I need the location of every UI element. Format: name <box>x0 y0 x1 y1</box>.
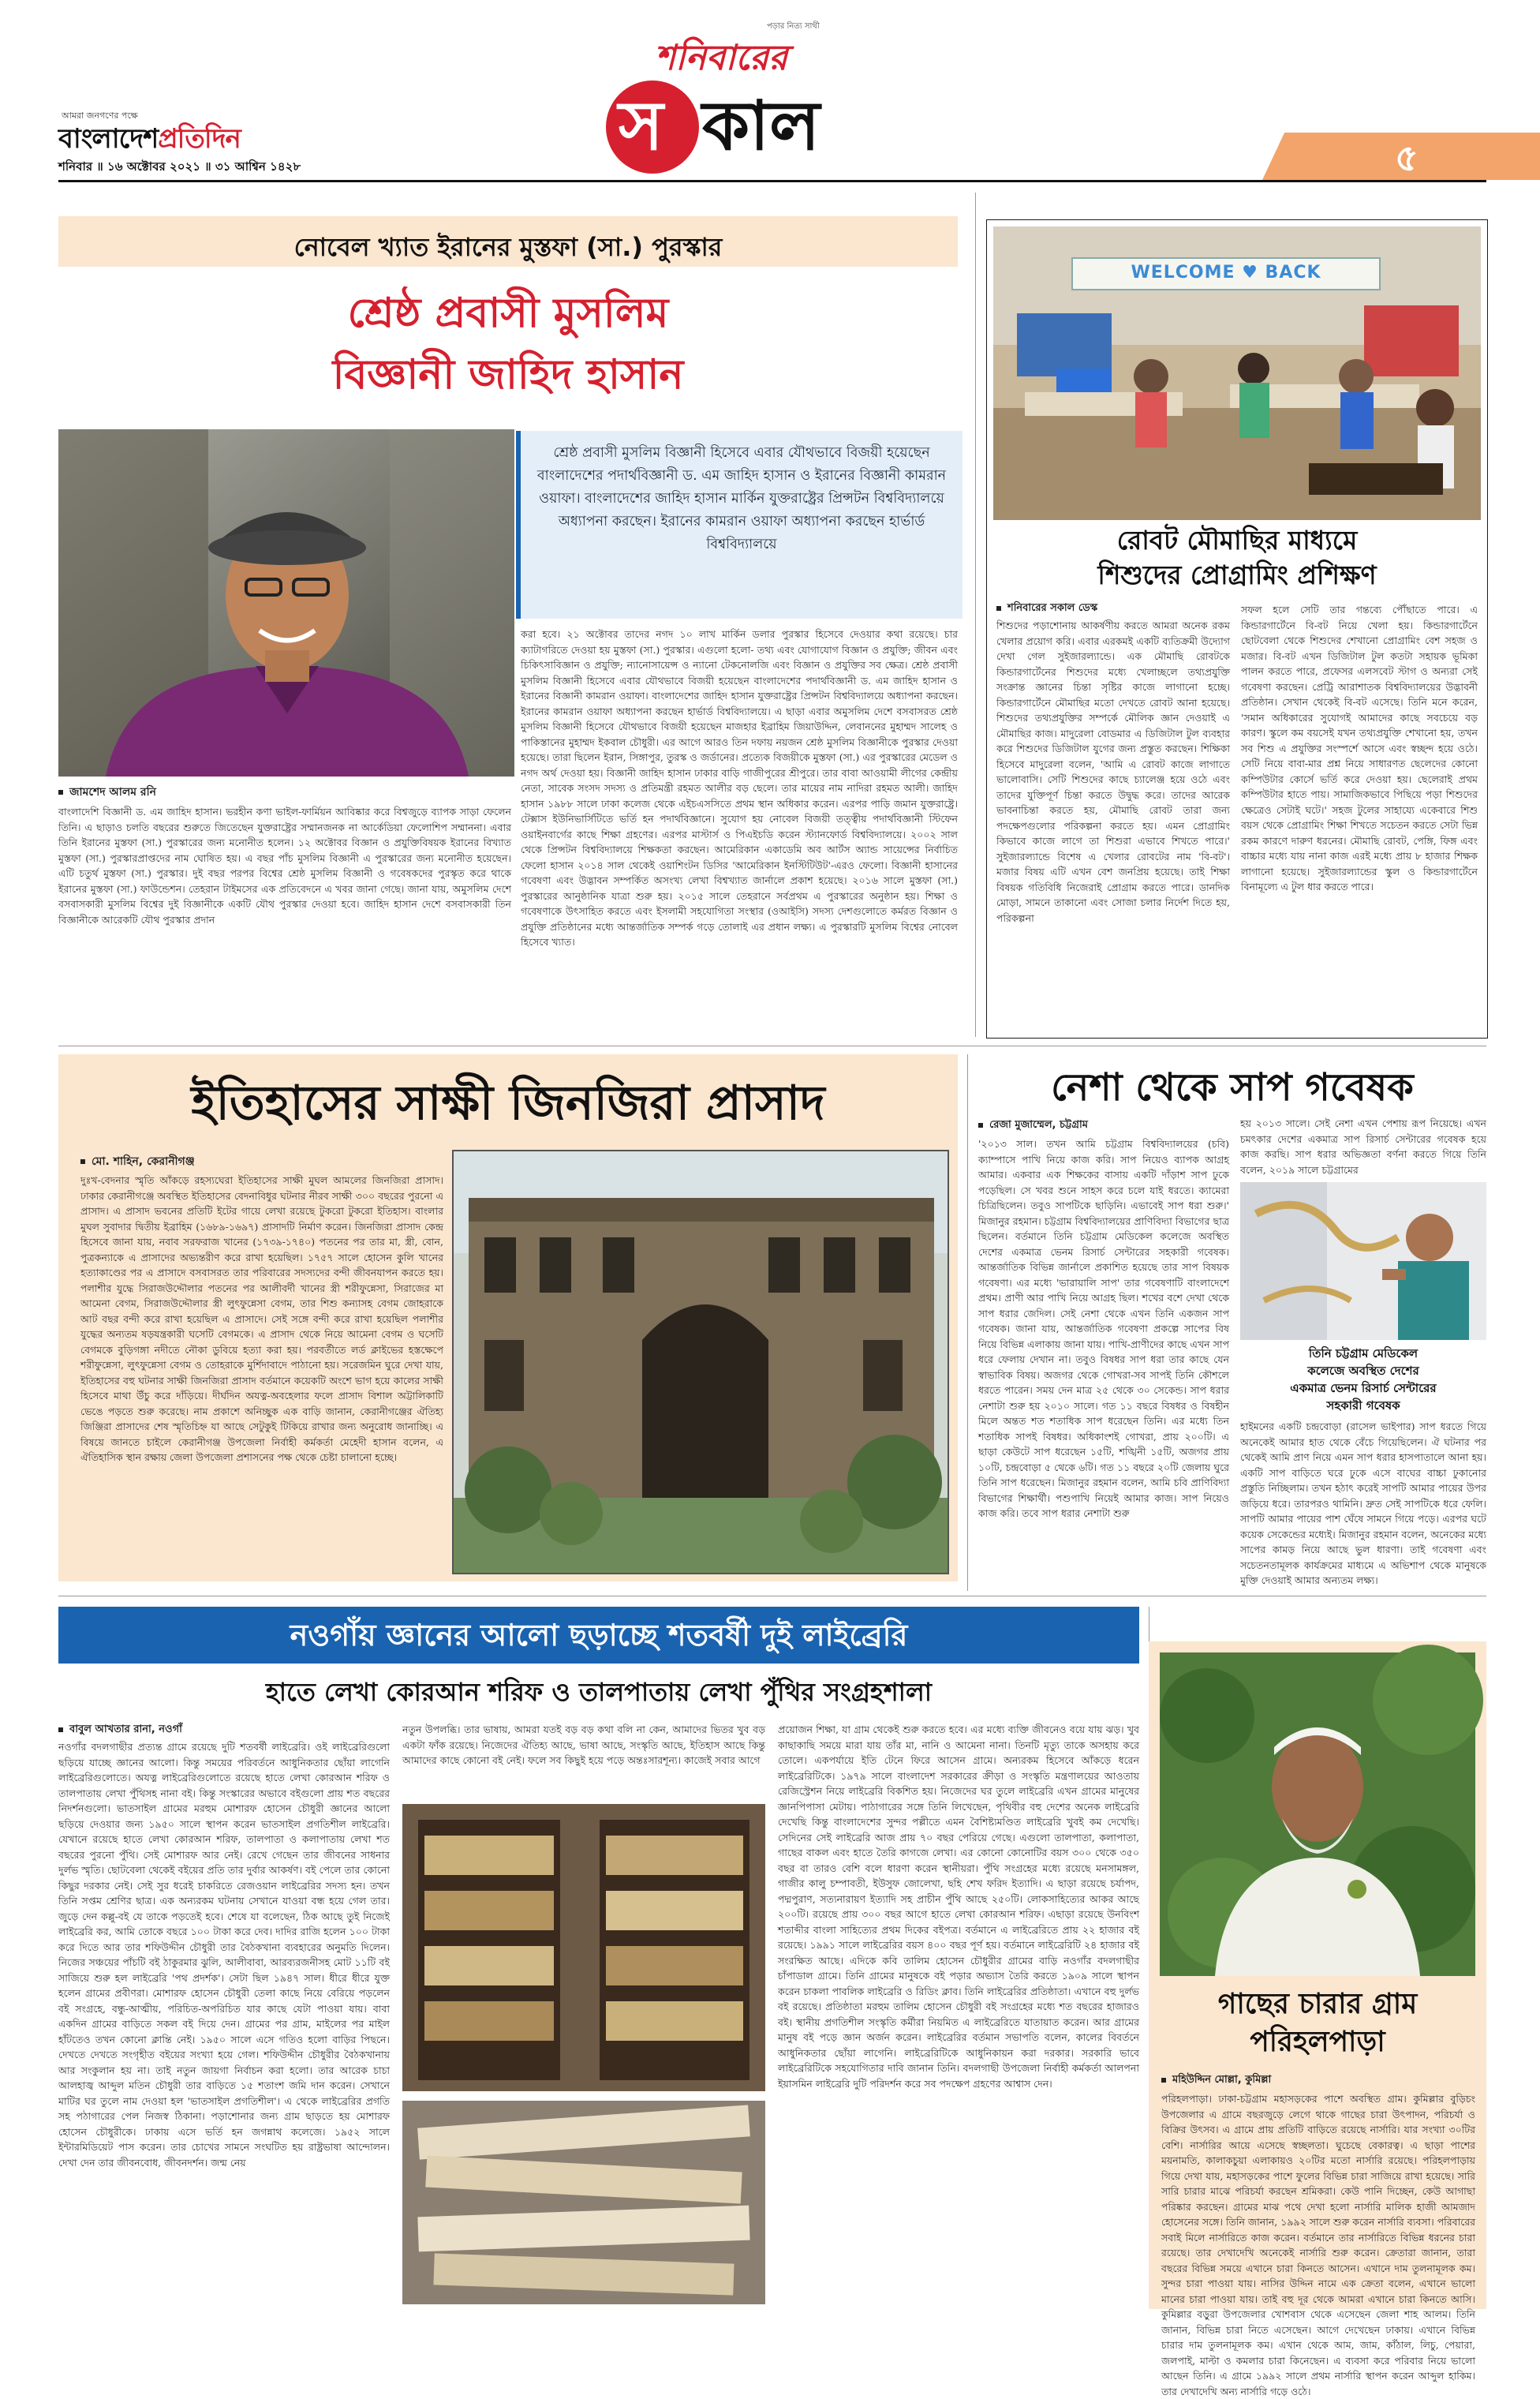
article1-byline: জামশেদ আলম রনি <box>58 783 156 802</box>
article4-headline: নেশা থেকে সাপ গবেষক <box>1051 1065 1414 1110</box>
portrait-photo-image <box>58 429 514 777</box>
masthead-tagline: আমরা জনগণের পক্ষে <box>62 110 138 121</box>
article2-headline-line-2: শিশুদের প্রোগ্রামিং প্রশিক্ষণ <box>1097 560 1377 590</box>
page-number: ৫ <box>1395 137 1419 179</box>
article5-col3: প্রয়োজন শিক্ষা, যা গ্রাম থেকেই শুরু করতে হবে। এর মধ্যে ব্যক্তি জীবনেও বয়ে যায় ঝড়। খুব কাছাকাছি সময়ে মারা যায় তাঁর মা, নানি ও আমেনা নানা। তিনটি মৃত্যু তাকে অসহায় করে তোলে। একপর্যায়ে ইতি টেনে ফিরে আসেন গ্রামে। অন্যরকম হিসেবে আঁকড়ে ধরেন লাইব্রেরিটিকে। ১৯৭৯ সালে বাংলাদেশ সরকারের ক্রীড়া ও সংস্কৃতি মন্ত্রণালয়ের আওতায় রেজিস্ট্রেশন নিয়ে লাইব্রেরি বিকশিত হয়। নিজেদের ঘর তুলে লাইব্রেরি এখন গ্রামের মানুষের জ্ঞানপিপাসা মেটায়। পাঠাগারের সঙ্গে তিনি লিখেছেন, পৃথিবীর বহু দেশের অনেক লাইব্রেরি দেখেছি কিন্তু বাংলাদেশের সুন্দর পল্লীতে এমন বৈশিষ্ট্যমণ্ডিত লাইব্রেরি খুবই কম দেখেছি। সেদিনের সেই লাইব্রেরি আজ প্রায় ৭০ বছর পেরিয়ে গেছে। এগুলো তালপাতা, কলাপাতা, গাছের বাকল এবং হাতে তৈরি কাগজে লেখা। এর কোনো কোনোটির বয়স ৩০০ থেকে ৩৫০ বছর বা তারও বেশি বলে ধারণা করেন স্থানীয়রা। পুঁথি সংগ্রহের মধ্যে রয়েছে মনসামঙ্গল, গাজীর কালু চম্পাবতী, ইউসুফ জোলেখা, ছহি শেখ ফরিদ ইত্যাদি। এ ছাড়া রয়েছে চর্যাপদ, পদ্মপুরাণ, সত্যনারায়ণ ইত্যাদি সহ প্রাচীন পুঁথি আছে ২৫০টি। লোকসাহিত্যের আকর আছে ২০০টি। রয়েছে প্রায় ৩০০ বছর আগে হাতে লেখা কোরআন শরিফ। এছাড়া রয়েছে উনবিংশ শতাব্দীর বাংলা সাহিত্যের প্রথম দিকের বইপত্র। বর্তমানে এ লাইব্রেরিতে প্রায় ২২ হাজার বই রয়েছে। ১৯৯১ সালে লাইব্রেরির বয়স ৪০০ বছর পূর্ণ হয়। বর্তমানে লাইব্রেরিটি ২৪ হাজার বই সংরক্ষিত আছে। এদিকে কবি তালিম হোসেন চৌধুরীর গ্রামের বাড়ি নওগাঁর বদলগাছীর চাঁপাডাল গ্রামে। তিনি গ্রামের মানুষকে বই পড়ার অভ্যাস তৈরি করতে ১৯০৯ সালে স্থাপন করেন চাকলা পাবলিক লাইব্রেরি ও রিডিং ক্লাব। তিনি লাইব্রেরির প্রতিষ্ঠাতা। এখানে বহু দুর্লভ বই রয়েছে। প্রতিষ্ঠাতা মরহুম তালিম হোসেন চৌধুরী বই সংগ্রহের মধ্যে শত বছরের হাজারও বই। স্থানীয় প্রগতিশীল সংস্কৃতি কর্মীরা নিয়মিত এ লাইব্রেরিতে যাতায়াত করেন। আর গ্রামের মানুষ বই পড়ে জ্ঞান অর্জন করেন। লাইব্রেরির বর্তমান সভাপতি বলেন, কালের বিবর্তনে আধুনিকতার ছোঁয়া লাগেনি। লাইব্রেরিটিকে আধুনিকায়ন করা দরকার। সরকারি ভাবে লাইব্রেরিটিকে সহযোগিতার দাবি জানান তিনি। বদলগাছী উপজেলা নির্বাহী কর্মকর্তা আলপনা ইয়াসমিন লাইব্রেরি দুটি পরিদর্শন করে সব পদক্ষেপ গ্রহণের আশ্বাস দেন। <box>778 1723 1139 2090</box>
article3-body: দুঃখ-বেদনার স্মৃতি আঁকড়ে রহস্যঘেরা ইতিহাসের সাক্ষী মুঘল আমলের জিনজিরা প্রাসাদ। ঢাকার কেরানীগঞ্জে অবস্থিত ইতিহাসের বেদনাবিধুর ঘটনার নীরব সাক্ষী ৩০০ বছরের পুরনো এ প্রাসাদ। এ প্রাসাদ ভবনের প্রতিটি ইটের গায়ে লেখা রয়েছে টুকরো টুকরো ইতিহাস। বাংলার মুঘল সুবাদার দ্বিতীয় ইব্রাহিম (১৬৮৯-১৬৯৭) প্রাসাদটি নির্মাণ করেন। জিনজিরা প্রাসাদ কেন্দ্র হিসেবে জানা যায়, নবাব সরফরাজ খানের (১৭৩৯-১৭৪০) পতনের পর তার মা, স্ত্রী, বোন, পুত্রকন্যাকে এ প্রাসাদের অভ্যন্তরীণ করে রাখা হয়েছিল। ১৭৫৭ সালে হোসেন কুলি খানের হত্যাকাণ্ডের পর এ প্রাসাদে বসবাসরত তার পরিবারের সদস্যদের বন্দী জীবনযাপন করতে হয়। পলাশীর যুদ্ধে সিরাজউদ্দৌলার পতনের পর আলীবর্দী খানের স্ত্রী শরীফুন্নেসা, সিরাজের মা আমেনা বেগম, সিরাজউদ্দৌলার স্ত্রী লুৎফুন্নেসা বেগম, তার শিশু কন্যাসহ বেগম জোহরাকে আট বছর বন্দী করে রাখা হয়েছিল এ প্রাসাদে। সেই সঙ্গে বন্দী করে রাখা হয়েছিল পলাশীর যুদ্ধের অন্যতম ষড়যন্ত্রকারী ঘসেটি বেগমকে। এ প্রাসাদ থেকে নিয়ে আমেনা বেগম ও ঘসেটি বেগমকে বুড়িগঙ্গা নদীতে নৌকা ডুবিয়ে হত্যা করা হয়। পরবর্তীতে লর্ড ক্লাইভের হস্তক্ষেপে শরীফুন্নেসা, লুৎফুন্নেসা বেগম ও তোহরাকে মুর্শিদাবাদে পাঠানো হয়। সরেজমিন ঘুরে দেখা যায়, ইতিহাসের বহু ঘটনার সাক্ষী জিনজিরা প্রাসাদ বর্তমানে কয়েকটি অংশে ভাগ হয়ে কালের সাক্ষী হিসেবে মাথা উঁচু করে দাঁড়িয়ে। দীর্ঘদিন অযত্ন-অবহেলার ফলে প্রাসাদ বিশাল অট্টালিকাটি ভেঙে পড়তে শুরু করেছে। নাম প্রকাশে অনিচ্ছুক এক বাড়ি জানান, কেরানীগঞ্জের ঐতিহ্য জিঞ্জিরা প্রাসাদের শেষ স্মৃতিচিহ্ন যা আছে সেটুকুই টিকিয়ে রাখার জন্য অনুরোধ জানাচ্ছি। এ বিষয়ে জানতে চাইলে কেরানীগঞ্জ উপজেলা নির্বাহী কর্মকর্তা মেহেদী হাসান বলেন, এ ঐতিহাসিক স্থান রক্ষায় জেলা উপজেলা প্রশাসনের পক্ষ থেকে চেষ্টা চালানো হচ্ছে। <box>80 1174 443 1463</box>
snake-photo-caption <box>1240 1345 1486 1414</box>
article1-body-left: বাংলাদেশি বিজ্ঞানী ড. এম জাহিদ হাসান। ভরহীন কণা ভাইল-ফার্মিয়ন আবিষ্কার করে বিশ্বজুড়ে ব্যাপক সাড়া ফেলেন তিনি। এ ছাড়াও চলতি বছরের শুরুতে জিতেছেন যুক্তরাষ্ট্রের সম্মানজনক না আর্কেডিয়া ফেলোশিপ সম্মাননা। এবার তিনি ইরানের মুস্তফা (সা.) পুরস্কারের জন্য মনোনীত হলেন। ১২ অক্টোবর বিজ্ঞান ও প্রযুক্তিবিষয়ক ইরানের বিখ্যাত মুস্তফা (সা.) পুরস্কারপ্রাপ্তদের নাম ঘোষিত হয়। এ বছর পাঁচ মুসলিম বিজ্ঞানী এ পুরস্কারের জন্য মনোনীত হয়েছেন। এটি চতুর্থ মুস্তফা (সা.) পুরস্কার। দুই বছর পরপর বিশ্বের শ্রেষ্ঠ মুসলিম বিজ্ঞানী ও গবেষকদের পুরস্কৃত করে থাকে ইরানের মুস্তফা (সা.) ফাউন্ডেশন। তেহরান টাইমসের এক প্রতিবেদনে এ খবর জানা গেছে। জানা যায়, অমুসলিম দেশে বসবাসকারী মুসলিম বিশ্বের দুই বিজ্ঞানীকে একটি যৌথ পুরস্কার দেওয়া হবে। জাহিদ হাসান দেশে বসবাসকারী তিন বিজ্ঞানীকে আরেকটি যৌথ পুরস্কার প্রদান <box>58 806 512 926</box>
welcome-back-banner: WELCOME ♥ BACK <box>1131 263 1321 283</box>
snake-researcher-photo <box>1240 1182 1486 1340</box>
article4-col2-bottom: হাইমনের একটি চন্দ্রবোড়া (রাসেল ভাইপার) সাপ ধরতে গিয়ে অনেকেই আমার হাত থেকে বেঁচে গিয়েছিলেন। ঐ ঘটনার পর থেকেই আমি প্রাণ নিয়ে এমন সাপ ধরার হাসপাতালে আনা হয়। একটি সাপ বাড়িতে ঘরে ঢুকে এসে বাঘের বাচ্চা ঢুকানোর প্রস্তুতি নিচ্ছিলাম। তখন হঠাৎ করেই সাপটি আমার পায়ের উপর জড়িয়ে ধরে। তারপরও থামিনি। দ্রুত সেই সাপটিকে ধরে ফেলি। সাপটি আমার পায়ের পাশ ঘেঁষে সামনে গিয়ে পড়ে। এরপর ঘটে কয়েক সেকেন্ডের মধ্যেই। মিজানুর রহমান বলেন, অনেকের মধ্যে সাপের কামড় নিয়ে আছে ভুল ধারণা। তাই গবেষণা এবং সচেতনতামূলক কার্যক্রমের মাধ্যমে এ অভিশাপ থেকে মানুষকে মুক্তি দেওয়াই আমার অন্যতম লক্ষ্য। <box>1240 1420 1486 1586</box>
supplement-main-black: কাল <box>702 87 820 166</box>
article-naogaon-libraries <box>58 1607 1139 2309</box>
article5-col2-top: নতুন উপলব্ধি। তার ভাষায়, আমরা যতই বড় বড় কথা বলি না কেন, আমাদের ভিতর খুব বড় একটা ফাঁক রয়েছে। নিজেদের ঐতিহ্য আছে, ভাষা আছে, সংস্কৃতি আছে, ইতিহাস আছে কিন্তু আমাদের কাছে কোনো বই নেই। ফলে সব কিছুই হয়ে পড়ে অন্তঃসারশূন্য। কাজেই সবার আগে <box>402 1723 765 1766</box>
supplement-logo <box>600 5 860 180</box>
caption-line-3: একমাত্র ভেনম রিসার্চ সেন্টারের <box>1290 1381 1437 1395</box>
sapling-farmer-photo <box>1160 1652 1475 1976</box>
headline-line-1: শ্রেষ্ঠ প্রবাসী মুসলিম <box>347 290 669 337</box>
article6-headline-line-2: পরিহলপাড়া <box>1250 2026 1385 2058</box>
article-snake-researcher <box>978 1054 1486 1591</box>
paper-logo <box>58 118 241 163</box>
article-jinjira-palace <box>58 1054 958 1581</box>
article6-body: পরিহলপাড়া। ঢাকা-চট্টগ্রাম মহাসড়কের পাশে অবস্থিত গ্রাম। কুমিল্লার বুড়িচং উপজেলার এ গ্রামে বছরজুড়ে লেগে থাকে গাছের চারা উৎপাদন, পরিচর্যা ও বিক্রির উৎসব। এ গ্রামে প্রায় প্রতিটি বাড়িতে রয়েছে নার্সারি। যার সংখ্যা ৩০টির বেশি। নার্সারির আয়ে এসেছে স্বচ্ছলতা। ঘুচেছে বেকারত্ব। এ ছাড়া পাশের ময়নামতি, কালাকচুয়া এলাকায়ও ২০টির মতো নার্সারি রয়েছে। পরিহলপাড়ায় গিয়ে দেখা যায়, মহাসড়কের পাশে ফুলের বিভিন্ন চারা সাজিয়ে রাখা হয়েছে। সারি সারি চারার মাঝে পরিচর্যা করছেন শ্রমিকরা। কেউ পানি দিচ্ছেন, কেউ আগাছা পরিষ্কার করছেন। গ্রামের মাঝ পথে দেখা হলো নার্সারি মালিক হাজী আমজাদ হোসেনের সঙ্গে। তিনি জানান, ১৯৯২ সালে শুরু করেন নার্সারি ব্যবসা। পরিবারের সবাই মিলে নার্সারিতে কাজ করেন। বর্তমানে তার নার্সারিতে বিভিন্ন ধরনের চারা রয়েছে। তার দেখাদেখি অনেকেই নার্সারি শুরু করেন। ক্রেতারা জানান, তারা বছরের বিভিন্ন সময়ে এখানে চারা কিনতে আসেন। এখানে দাম তুলনামূলক কম। সুন্দর চারা পাওয়া যায়। নাসির উদ্দিন নামে এক ক্রেতা বলেন, এখানে ভালো মানের চারা পাওয়া যায়। তাই বহু দূর থেকে আমরা এখানে চারা কিনতে আসি। কুমিল্লার বড়ুরা উপজেলার খোশবাস থেকে এসেছেন জেলা শাহ আলম। তিনি জানান, বিভিন্ন চারা নিতে এসেছেন। আগে দেখেছেন ঢাকায়। এখানে বিভিন্ন চারার দাম তুলনামূলক কম। এখান থেকে আম, জাম, কাঁঠাল, লিচু, পেয়ারা, জলপাই, মাল্টা ও কমলার চারা কিনেছেন। এ ব্যবসা করে পরিবার নিয়ে ভালো আছেন তিনি। এ গ্রামে ১৯৯২ সালে প্রথম নার্সারি স্থাপন করেন আব্দুল হাকিম। তার দেখাদেখি অন্য নার্সারি গড়ে ওঠে। <box>1161 2093 1475 2397</box>
paper-logo-red: প্রতিদিন <box>158 123 241 155</box>
date-line: শনিবার ॥ ১৬ অক্টোবর ২০২১ ॥ ৩১ আশ্বিন ১৪২৮ <box>58 159 301 174</box>
article2-col2: সফল হলে সেটি তার গন্তব্যে পৌঁছাতে পারে। এ কিন্ডারগার্টেনে বি-বট নিয়ে খেলা হয়। কিন্ডারগার্টেনে ছোটবেলা থেকে শিশুদের শেখানো প্রোগ্রামিং বেশ সহজ ও মজার। বি-বট এখন ডিজিটাল টুল কতটা সহায়ক ভূমিকা পালন করতে পারে, প্রফেসর এলসবেট স্টাগ ও অন্যরা সেই গবেষণা করছেন। প্রেট্রি আরাশাতক বিশ্ববিদ্যালয়ের উদ্ভাবনী প্রতিষ্ঠান। সেখান থেকেই বি-বট এসেছে। তিনি মনে করেন, 'সমান অধিকারের সুযোগই আমাদের কাছে সবচেয়ে বড় কারণ। স্কুলে কম বয়সেই যখন তথ্যপ্রযুক্তি শেখানো হয়, তখন সব শিশু এ প্রযুক্তির সংস্পর্শে আসে এবং স্বচ্ছন্দ হয়ে ওঠে। সেটি নিয়ে বাবা-মার প্রশ্ন নিয়ে সাধারণত ছেলেদের কোনো কম্পিউটার কোর্সে ভর্তি করে দেওয়া হয়। ছেলেরাই প্রথম কম্পিউটার হাতে পায়। সামাজিকভাবে পিছিয়ে পড়া শিশুদের ক্ষেত্রেও সেটাই ঘটে।' সহজ টুলের সাহায্যে একেবারে শিশু বয়স থেকে প্রোগ্রামিং শিক্ষা শিখতে সচেতন করতে সেটা ভিন্ন রকম কারণে দারুণ ধরনের। মৌমাছি রোবট, পেঙ্গি, ফিঙ্গ এবং বাচ্চার মধ্যে যায় নানা কাজ এরই মধ্যে প্রায় ৮ হাজার শিক্ষক লাগানো হয়েছে। সুইজারল্যান্ডের স্কুল ও কিন্ডারগার্টেনে বিনামূল্যে এ টুল ধার করতে পারে। <box>1241 604 1478 893</box>
article-sapling-village <box>1149 1641 1486 2397</box>
article2-col1: শিশুদের পড়াশোনায় আকর্ষণীয় করতে আমরা অনেক রকম খেলার প্রয়োগ করি। এবার এরকমই একটি ব্যতিক্রমী উদ্যোগ দেখা গেল সুইজারল্যান্ডে। এক মৌমাছি রোবটকে কিন্ডারগার্টেনের শিশুদের মধ্যে খেলাচ্ছলে তথ্যপ্রযুক্তি সংক্রান্ত জ্ঞানের চিন্তা সৃষ্টির কাজে লাগানো হচ্ছে। কিন্ডারগার্টেনে মৌমাছির মতো দেখতে রোবট আনা হয়েছে। শিশুদের তথ্যপ্রযুক্তির সম্পর্কে মৌলিক জ্ঞান দেওয়াই এ মৌমাছির কাজ। মাদুরেলা বোডমার এ ডিজিটাল টুল ব্যবহার করে শিশুদের ডিজিটাল যুগের জন্য প্রস্তুত করছেন। শিক্ষিকা হিসেবে মাদুরেলা বলেন, 'আমি এ রোবট কাজে লাগাতে ভালোবাসি। সেটি শিশুদের কাছে চ্যালেঞ্জ হয়ে ওঠে এবং তাদের যুক্তিপূর্ণ চিন্তা করতে উদ্বুদ্ধ করে। তাদের আরেক ভাবনাচিন্তা করতে হয়, মৌমাছি রোবট তারা জন্য পদক্ষেপগুলোর পরিকল্পনা করতে হয়। এমন প্রোগ্রামিং কিভাবে কাজে লাগে তা শিশুরা এভাবে শিখতে পারে।' সুইজারল্যান্ডে বিশেষ এ খেলার রোবটের নাম 'বি-বট'। মজার বিষয় এটি এখন বেশ জনপ্রিয় হয়েছে। তাই শিক্ষা বিষয়ক গতিবিধি নিজেরাই প্রোগ্রাম করতে পারে। ডানদিক মোড়া, সামনে তাকানো এবং সোজা চলার নির্দেশ দিতে হয়, পরিকল্পনা <box>996 619 1230 924</box>
supplement-top-word: শনিবারের <box>655 38 788 78</box>
masthead <box>0 0 1538 180</box>
caption-line-2: কলেজে অবস্থিত দেশের <box>1307 1364 1419 1378</box>
headline-line-2: বিজ্ঞানী জাহিদ হাসান <box>332 351 684 399</box>
palace-photo <box>453 1151 948 1574</box>
divider-bottom-vertical <box>967 1054 968 1591</box>
article5-subheadline: হাতে লেখা কোরআন শরিফ ও তালপাতায় লেখা পুঁথির সংগ্রহশালা <box>265 1677 933 1707</box>
article1-body-right: করা হবে। ২১ অক্টোবর তাদের নগদ ১০ লাখ মার্কিন ডলার পুরস্কার হিসেবে দেওয়ার কথা রয়েছে। চার ক্যাটাগরিতে দেওয়া হয় মুস্তফা (সা.) পুরস্কার। এগুলো হলো- তথ্য এবং যোগাযোগ বিজ্ঞান ও প্রযুক্তি; জীবন এবং চিকিৎসাবিজ্ঞান ও প্রযুক্তি; ন্যানোসায়েন্স ও ন্যানো টেকনোলজি এবং বিজ্ঞান ও প্রযুক্তির সব ক্ষেত্র। শ্রেষ্ঠ প্রবাসী মুসলিম বিজ্ঞানী হিসেবে এবার যৌথভাবে বিজয়ী হয়েছেন বাংলাদেশের পদার্থবিজ্ঞানী ড. এম জাহিদ হাসান ও ইরানের বিজ্ঞানী কামরান ওয়াফা। বাংলাদেশের জাহিদ হাসান যুক্তরাষ্ট্রের প্রিন্সটন বিশ্ববিদ্যালয়ে অধ্যাপনা করছেন। ইরানের কামরান ওয়াফা অধ্যাপনা করছেন হার্ভার্ড বিশ্ববিদ্যালয়ে। এ ছাড়া এবার অমুসলিম দেশে বসবাসরত শ্রেষ্ঠ মুসলিম বিজ্ঞানী হিসেবে যৌথভাবে বিজয়ী হয়েছেন মাজহার ইব্রাহিম জিয়াউদ্দিন, লেবাননের মুহাম্মদ সালেহ ও পাকিস্তানের মুহাম্মদ ইকবাল চৌধুরী। এর আগে আরও তিন দফায় নয়জন শ্রেষ্ঠ মুসলিম বিজ্ঞানীকে পুরস্কার দেওয়া হয়েছে। তারা ছিলেন ইরান, সিঙ্গাপুর, তুরস্ক ও জর্ডানের। প্রত্যেক বিজয়ীকে মুস্তফা (সা.) এর পুরস্কারের মেডেল ও নগদ অর্থ দেওয়া হয়। বিজ্ঞানী জাহিদ হাসান ঢাকার বাড়ি গাজীপুরের শ্রীপুরে। তার বাবা আওয়ামী লীগের কেন্দ্রীয় নেতা, সাবেক সংসদ সদস্য ও প্রতিমন্ত্রী রহমত আলীর বড় ছেলে। তার মায়ের নাম নাদিরা রহমত আলী। জাহিদ হাসান ১৯৮৮ সালে ঢাকা কলেজ থেকে এইচএসসিতে প্রথম স্থান অধিকার করেন। এরপর পাড়ি জমান যুক্তরাষ্ট্রে। টেক্সাস ইউনিভার্সিটিতে ভর্তি হন পদার্থবিজ্ঞানে। সুযোগ হয় নোবেল বিজয়ী তত্ত্বীয় পদার্থবিজ্ঞানী স্টিফেন ওয়াইনবার্গের কাছে শিক্ষা গ্রহণের। এরপর মাস্টার্স ও পিএইচডি করেন স্ট্যানফোর্ড বিশ্ববিদ্যালয়ে। ২০০২ সাল থেকে প্রিন্সটন বিশ্ববিদ্যালয়ে শিক্ষকতা করছেন। আমেরিকান একাডেমি অব আর্টস অ্যান্ড সায়েন্সের নির্বাচিত ফেলো হাসান ২০১৪ সাল থেকেই ওয়াশিংটন ডিসির 'আমেরিকান ইনস্টিটিউট'-এরও ফেলো। বিজ্ঞানী হাসানের গবেষণা এবং উদ্ভাবন সম্পর্কিত অসংখ্য লেখা বিশ্বখ্যাত জার্নালে প্রকাশ হয়েছে। ২০১৬ সালে মুস্তফা (সা.) পুরস্কারের আনুষ্ঠানিক যাত্রা শুরু হয়। ২০১৫ সালে তেহরানে সর্বপ্রথম এ পুরস্কারের অনুষ্ঠান হয়। শিক্ষা ও গবেষণাকে উৎসাহিত করতে এবং ইসলামী সহযোগিতা সংস্থার (ওআইসি) সদস্য দেশগুলোতে কর্মরত বিজ্ঞান ও প্রযুক্তি প্রতিষ্ঠানের মধ্যে আন্তর্জাতিক সম্পর্ক গড়ে তোলাই এর প্রধান লক্ষ্য। এ পুরস্কারটি মুসলিম বিশ্বের নোবেল হিসেবে খ্যাত। <box>521 628 958 948</box>
article4-col1: '২০১৩ সাল। তখন আমি চট্টগ্রাম বিশ্ববিদ্যালয়ের (চবি) ক্যাম্পাসে পাখি নিয়ে কাজ করি। সাপ নিয়েও ব্যাপক আগ্রহ আমার। একবার এক শিক্ষকের বাসায় একটি দাঁড়াশ সাপ ঢুকে পড়েছিল। সে খবর শুনে সাহস করে চলে যাই ধরতে। ক্যামেরা চিত্রিছিলেন। তবুও সাপটিকে ছাড়িনি। এভাবেই সাপ ধরা শুরু।' মিজানুর রহমান। চট্টগ্রাম বিশ্ববিদ্যালয়ের প্রাণিবিদ্যা বিভাগের ছাত্র ছিলেন। বর্তমানে তিনি চট্টগ্রাম মেডিকেল কলেজে অবস্থিত দেশের একমাত্র ভেনম রিসার্চ সেন্টারের সহকারী গবেষক। আন্তর্জাতিক বিভিন্ন জার্নালে প্রকাশিত হয়েছে তার সাপ বিষয়ক গবেষণা। এর মধ্যে 'ভারায়ালি সাপ' তার গবেষণাটি বাংলাদেশে প্রথম। প্রাণী আর পাখি নিয়ে আগ্রহ ছিল। শখের বশে দেখা থেকে সাপ ধরার জেদিল। সেই নেশা থেকে এখন তিনি একজন সাপ গবেষক। জানা যায়, আন্তর্জাতিক গবেষণা প্রকল্পে সাপের বিষ নিয়ে বিভিন্ন এলাকায় জানা যায়। পাখি-প্রাণীদের কাছে এখন সাপ ধরে ফেলায় দেখান না। তবুও বিষধর সাপ ধরা তার কাছে যেন স্বাভাবিক বিষয়। অজগর থেকে গোখরা-সব সাপই তিনি কৌশলে ধরতে পারেন। সময় দেন মাত্র ২৫ থেকে ৩০ সেকেন্ড। সাপ ধরার নেশাটা শুরু হয় ২০১০ সালে। গত ১১ বছরে বিষধর ও বিষহীন মিলে অন্তত শত শতাধিক সাপ ধরেছেন তিনি। এর মধ্যে তিন শতাধিক সাপই বিষধর। অধিকাংশই গোখরা, প্রায় ২০০টি। এ ছাড়া কেউটে সাপ ধরেছেন ১৫টি, শঙ্খিনী ১৫টি, অজগর প্রায় ১০টি, চন্দ্রবোড়া ৫ থেকে ৬টি। গত ১১ বছরে ২০টি জেলায় ঘুরে তিনি সাপ ধরেছেন। মিজানুর রহমান বলেন, আমি চবি প্রাণিবিদ্যা বিভাগের শিক্ষার্থী। পশুপাখি নিয়েই আমার কাজ। সাপ নিয়েও কাজ করি। তবে সাপ ধরার নেশাটা শুরু <box>978 1138 1229 1519</box>
article6-headline-line-1: গাছের চারার গ্রাম <box>1217 1988 1418 2020</box>
supplement-tagline: পড়ার নিত্য সাথী <box>767 22 820 31</box>
article5-byline: বাবুল আখতার রানা, নওগাঁ <box>58 1722 182 1738</box>
library-shelves-photo-image <box>402 1804 765 2091</box>
intro-text: শ্রেষ্ঠ প্রবাসী মুসলিম বিজ্ঞানী হিসেবে এবার যৌথভাবে বিজয়ী হয়েছেন বাংলাদেশের পদার্থবিজ্ঞানী ড. এম জাহিদ হাসান ও ইরানের বিজ্ঞানী কামরান ওয়াফা। বাংলাদেশের জাহিদ হাসান মার্কিন যুক্তরাষ্ট্রের প্রিন্সটন বিশ্ববিদ্যালয়ে অধ্যাপনা করছেন। ইরানের কামরান ওয়াফা অধ্যাপনা করছেন হার্ভার্ড বিশ্ববিদ্যালয়ে <box>536 445 947 552</box>
article-zahid-hasan <box>58 193 958 1037</box>
article3-headline: ইতিহাসের সাক্ষী জিনজিরা প্রাসাদ <box>191 1076 825 1131</box>
article2-byline: শনিবারের সকাল ডেস্ক <box>996 601 1097 617</box>
article-robot-bee <box>986 219 1488 1039</box>
masthead-rule <box>58 180 1486 182</box>
kicker-text: নোবেল খ্যাত ইরানের মুস্তফা (সা.) পুরস্কার <box>293 232 723 262</box>
caption-line-1: তিনি চট্টগ্রাম মেডিকেল <box>1308 1346 1419 1360</box>
sapling-farmer-photo-image <box>1160 1652 1475 1976</box>
caption-line-4: সহকারী গবেষক <box>1326 1398 1400 1413</box>
article5-col1: নওগাঁর বদলগাছীর প্রত্যন্ত গ্রামে রয়েছে দুটি শতবর্ষী লাইব্রেরি। ওই লাইব্রেরিগুলো ছড়িয়ে যাচ্ছে জ্ঞানের আলো। কিন্তু সময়ের পরিবর্তনে আধুনিকতার ছোঁয়া লাগেনি লাইব্রেরিগুলোতে। অযত্ন লাইব্রেরিগুলোতে রয়েছে হাতে লেখা কোরআন শরিফ ও তালপাতায় লেখা পুঁথিসহ নানা বই। কিন্তু সংস্কারের অভাবে বইগুলো প্রায় শত বছরের নিদর্শনগুলো। ভাতসাইল গ্রামের মরহুম মোশারফ হোসেন চৌধুরী জ্ঞানের আলো ছড়িয়ে দেওয়ার জন্য ১৯৫০ সালে স্থাপন করেন ভাতসাইল প্রগতিশীল লাইব্রেরি। যেখানে রয়েছে হাতে লেখা কোরআন শরিফ, তালপাতা ও কলাপাতায় লেখা শত বছরের পুরনো পুঁথি। সেই মোশারফ আর নেই। রেখে গেছেন তার জীবনের সাধনার দুর্লভ স্মৃতি। ছোটবেলা থেকেই বইয়ের প্রতি তার দুর্বার আকর্ষণ। বই পেলে তার কোনো কিছুর দরকার নেই। সেই সুর ধরেই চাকরিতে রেজওয়ান লাইব্রেরির সদস্য হন। তখন তিনি সপ্তম শ্রেণির ছাত্র। এক অন্যরকম ঘটনায় সেখানে যাওয়া বন্ধ হয়ে গেল তার। জুড়ে দেন কল্লু-বই যে তাকে পড়তেই হবে। শেষে যা বলেছেন, ঠিক আছে তুই নিজেই লাইব্রেরি কর, আমি তোকে বছরে ১০০ টাকা করে দেব। দাদির রাজি হলেন ১০০ টাকা করে দিতে আর তার শফিউদ্দীন চৌধুরী তার বৈঠকখানা ব্যবহারের অনুমতি দিলেন। নিজের সঞ্চয়ের পাঁচটি বই ঠাকুরমার ঝুলি, আলীবাবা, আরব্যরজনীসহ মোট ১১টি বই সাজিয়ে শুরু হল লাইব্রেরি 'পথ প্রদর্শক'। সেটা ছিল ১৯৪৭ সাল। ধীরে ধীরে যুক্ত হলেন গ্রামের প্রবীণরা। মোশারফ হোসেন চৌধুরী তেলা কাছে নিয়ে বেরিয়ে পড়লেন বই সংগ্রহে, বন্ধু-আত্মীয়, পরিচিত-অপরিচিত যার কাছে যেটা পাওয়া যায়। বাবা একদিন গ্রামের বাড়িতে সকল বই দিয়ে দেন। গ্রামের পর গ্রাম, মাইলের পর মাইল হাঁটতেও তখন কোনো ক্লান্তি নেই। ১৯৫০ সালে এসে গতিও হলো বাড়ির পিছনে। দেখতে দেখতে সংগৃহীত বইয়ের সংখ্যা হয়ে গেল। শফিউদ্দীন চৌধুরীর বৈঠকখানায় আর সংকুলান হয় না। তাই নতুন জায়গা নির্বাচন করা হলো। তার আরেক চাচা আলহাজ্ব আব্দুল মতিন চৌধুরী তার বাড়িতে ১৫ শতাংশ জমি দান করেন। সেখানে মাটির ঘর তুলে নাম দেওয়া হল 'ভাতসাইল প্রগতিশীল'। এ থেকে লাইব্রেরির প্রগতি সহ পঠাগারের পেল নিজস্ব ঠিকানা। পড়াশোনার জন্য গ্রাম ছাড়তে হয় মোশারফ হোসেন চৌধুরীকে। ঢাকায় এসে ভর্তি হন জগন্নাথ কলেজে। ১৯৫২ সালে ইন্টারমিডিয়েট পাস করেন। তার চোখের সামনে সংঘটিত হয় রাষ্ট্রভাষা আন্দোলন। দেখা দেন তার জীবনবোধ, জীবনদর্শন। জন্ম নেয় <box>58 1741 390 2169</box>
manuscripts-photo-image <box>402 2101 765 2304</box>
article2-headline-line-1: রোবট মৌমাছির মাধ্যমে <box>1116 525 1358 556</box>
portrait-photo <box>58 429 514 777</box>
intro-box <box>516 431 962 619</box>
manuscripts-photo <box>402 2101 765 2304</box>
article6-byline: মহিউদ্দিন মোল্লা, কুমিল্লা <box>1161 2072 1271 2089</box>
palace-photo-image <box>453 1151 948 1574</box>
snake-researcher-photo-image <box>1240 1182 1486 1340</box>
article3-byline: মো. শাহিন, কেরানীগঞ্জ <box>80 1152 195 1171</box>
paper-logo-black: বাংলাদেশ <box>58 123 159 155</box>
article5-headline: নওগাঁয় জ্ঞানের আলো ছড়াচ্ছে শতবর্ষী দুই লাইব্রেরি <box>290 1618 908 1652</box>
supplement-main-red: স <box>619 87 663 166</box>
classroom-photo <box>993 226 1481 520</box>
library-shelves-photo <box>402 1804 765 2091</box>
article4-byline: রেজা মুজাম্মেল, চট্টগ্রাম <box>978 1117 1088 1134</box>
article4-col2-top: হয় ২০১৩ সালে। সেই নেশা এখন পেশায় রূপ নিয়েছে। এখন চমৎকার দেশের একমাত্র সাপ রিসার্চ সেন্টারের গবেষক হয়ে কাজ করছি। সাপ ধরার অভিজ্ঞতা বর্ণনা করতে গিয়ে তিনি বলেন, ২০১৯ সালে চট্টগ্রামের <box>1240 1117 1486 1176</box>
divider-top-vertical <box>975 193 976 1037</box>
